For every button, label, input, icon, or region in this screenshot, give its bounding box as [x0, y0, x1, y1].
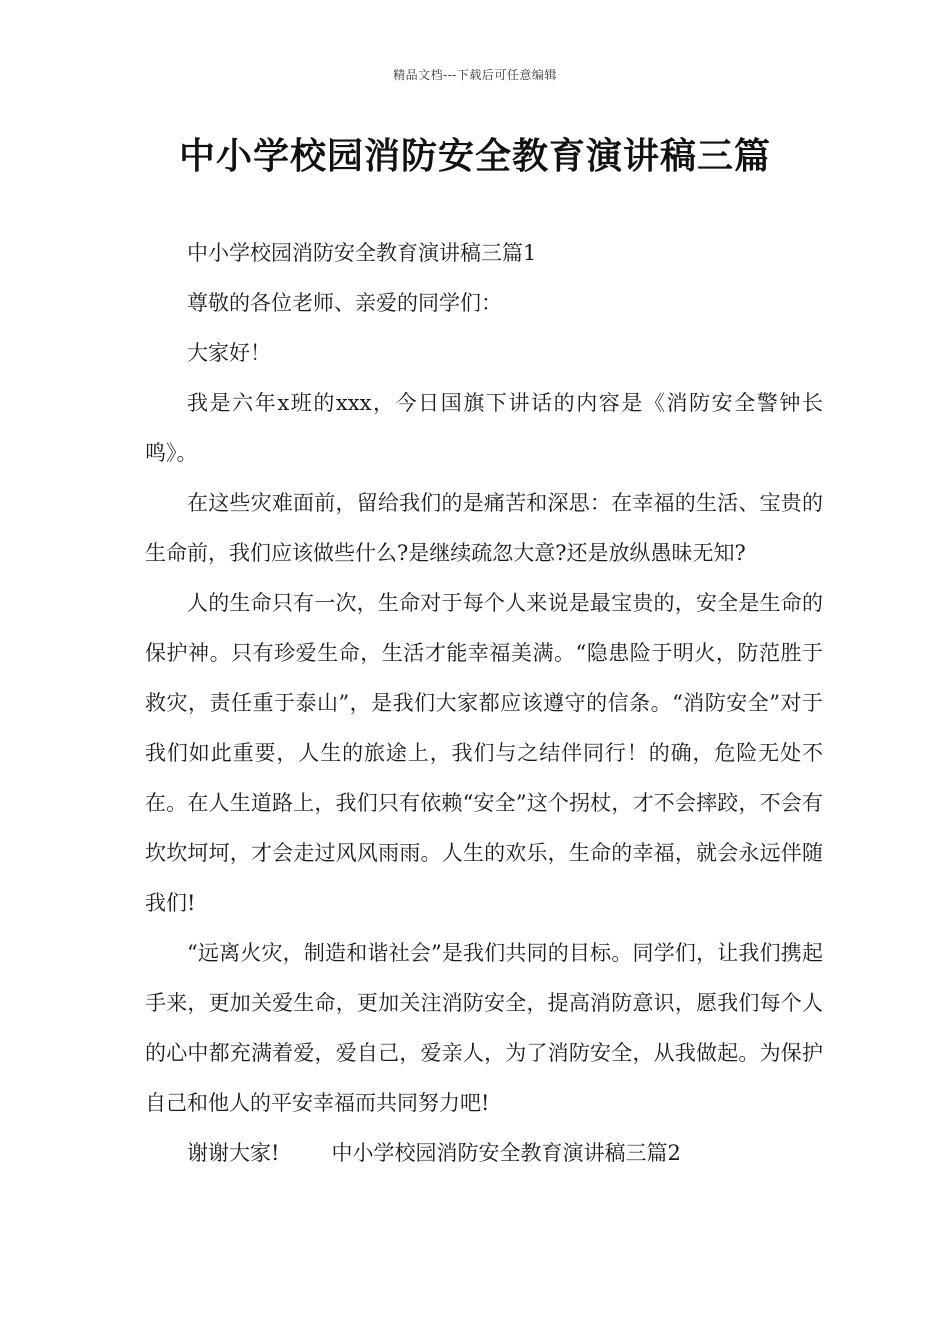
section-heading: 中小学校园消防安全教育演讲稿三篇1 — [187, 241, 537, 265]
next-section-heading: 中小学校园消防安全教育演讲稿三篇2 — [331, 1141, 681, 1165]
header-note: 精品文档---下载后可任意编辑 — [393, 68, 557, 82]
closing-text: 谢谢大家! — [187, 1141, 280, 1165]
greeting: 大家好！ — [187, 341, 271, 365]
paragraph: 在这些灾难面前，留给我们的是痛苦和深思：在幸福的生活、宝贵的生命前，我们应该做些什么?是继续疏忽大意?还是放纵愚昧无知? — [145, 491, 823, 565]
document-title: 中小学校园消防安全教育演讲稿三篇 — [178, 136, 771, 177]
paragraph: 我是六年x班的xxx，今日国旗下讲话的内容是《消防安全警钟长鸣》。 — [145, 391, 823, 465]
salutation: 尊敬的各位老师、亲爱的同学们： — [187, 291, 502, 315]
closing-line — [145, 1128, 823, 1178]
paragraph: 人的生命只有一次，生命对于每个人来说是最宝贵的，安全是生命的保护神。只有珍爱生命，生活才能幸福美满。“隐患险于明火，防范胜于救灾，责任重于泰山”，是我们大家都应该遵守的信条。“消防安全”对于我们如此重要，人生的旅途上，我们与之结伴同行！的确，危险无处不在。在人生道路上，我们只有依赖“安全”这个拐杖，才不会摔跤，不会有坎坎坷坷，才会走过风风雨雨。人生的欢乐，生命的幸福，就会永远伴随我们! — [145, 591, 823, 915]
paragraph: “远离火灾，制造和谐社会”是我们共同的目标。同学们，让我们携起手来，更加关爱生命，更加关注消防安全，提高消防意识，愿我们每个人的心中都充满着爱，爱自己，爱亲人，为了消防安全，从我做起。为保护自己和他人的平安幸福而共同努力吧! — [145, 941, 823, 1115]
document-body — [145, 228, 823, 1178]
